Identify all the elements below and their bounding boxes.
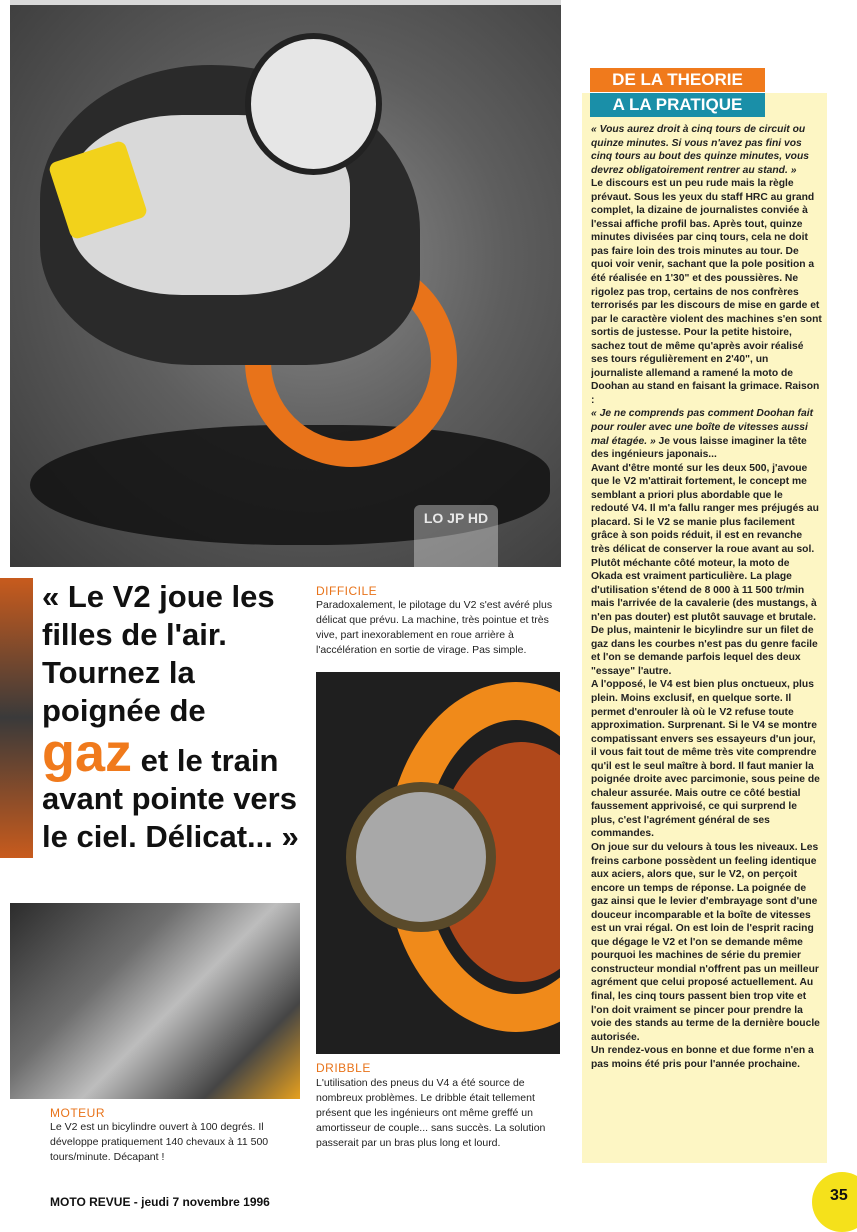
sidebar-paragraph: Un rendez-vous en bonne et due forme n'en a pas moins été pris pour l'année prochaine. — [591, 1045, 814, 1070]
page-number: 35 — [830, 1187, 848, 1204]
sidebar-paragraph: A l'opposé, le V4 est bien plus onctueux, plus plein. Moins exclusif, en quelque sorte. Il permet d'enrouler là où le V2 refuse toute approximation. Surprenant. Si le V4 se montre compatissant envers ses essayeurs d'un jour, il vous fait tout de même très vite comprendre qu'il est le seul maître à bord. Il faut manier la poignée droite avec parcimonie, sous peine de chaleur assurée. Mais outre ce côté bestial faussement apprivoisé, ce qui surprend le plus, c'est l'agrément général de ses commandes. — [591, 679, 820, 840]
pull-quote — [42, 578, 304, 856]
rider-helmet — [245, 33, 382, 175]
caption-moteur-text: Le V2 est un bicylindre ouvert à 100 degrés. Il développe pratiquement 140 chevaux à 11 500 tours/minute. Décapant ! — [50, 1121, 269, 1163]
sidebar-paragraph: On joue sur du velours à tous les niveaux. Les freins carbone possèdent un feeling identique aux aciers, alors que, sur le V2, on perçoit encore un temps de réponse. La poignée de gaz ainsi que le levier d'embrayage sont d'une douceur incomparable et la boîte de vitesses est un vrai régal. On est loin de l'esprit racing que dégage le V2 et l'on se demande même pourquoi les machines de série du premier constructeur mondial n'offrent pas un meilleur agrément que celui proposé actuellement. Au final, les cinq tours passent bien trop vite et l'on doit vraiment se pincer pour prendre la voie des stands au terme de la dernière boucle autorisée. — [591, 841, 820, 1043]
caption-difficile-text: Paradoxalement, le pilotage du V2 s'est avéré plus délicat que prévu. La machine, très pointue et très vive, part inexorablement en roue arrière à l'accélération en sortie de virage. Pas simple. — [316, 599, 553, 656]
sidebar-paragraph: Le discours est un peu rude mais la règle prévaut. Sous les yeux du staff HRC au grand complet, la dizaine de journalistes conviée à l'essai affiche profil bas. Après tout, quinze minutes divisées par cinq tours, cela ne doit pas faire loin des trois minutes au tour. De quoi voir venir, sachant que la pole position a été réalisée en 1'30" et des poussières. Ne rigolez pas trop, certains de nos confrères terrorisés par les discours de mise en garde et par le caractère violent des machines s'en sont sortis de justesse. Pour la petite histoire, sachez tout de même qu'après avoir réalisé ses tours régulièrement en 2'40", un journaliste allemand a ramené la moto de Doohan au stand en faisant la grimace. Raison : — [591, 178, 822, 406]
engine-photo — [10, 903, 300, 1099]
watermark — [414, 505, 498, 585]
pull-quote-before: « Le V2 joue les filles de l'air. Tournez la poignée de — [42, 579, 275, 728]
pull-quote-after: et le train avant pointe vers le ciel. Délicat... » — [42, 743, 299, 854]
caption-dribble-text: L'utilisation des pneus du V4 a été source de nombreux problèmes. Le dribble était tellement présent que les ingénieurs ont même greffé un amortisseur de couple... sans succès. La solution passerait par un bras plus long et lourd. — [316, 1077, 546, 1149]
sidebar-paragraph-quote — [591, 407, 822, 461]
sidebar-quote2: « Je ne comprends pas comment Doohan fait pour rouler avec une boîte de vitesses aussi mal étagée. » — [591, 408, 814, 447]
page-number-badge — [812, 1172, 857, 1232]
sidebar-intro-quote: « Vous aurez droit à cinq tours de circuit ou quinze minutes. Si vous n'avez pas fini vos cinq tours au bout des quinze minutes, vous devrez obligatoirement rentrer au stand. » — [591, 124, 809, 176]
caption-dribble-title: DRIBBLE — [316, 1061, 371, 1075]
sidebar-paragraph: Avant d'être monté sur les deux 500, j'avoue que le V2 m'attirait fortement, le concept me semblant a priori plus abordable que le redouté V4. Il m'a fallu ranger mes préjugés au placard. Si le V2 se manie plus facilement grâce à son poids réduit, il est en revanche très délicat de conserver la roue avant au sol. Plutôt méchante côté moteur, la moto de Okada est vraiment particulière. La plage d'utilisation s'étend de 8 000 à 11 500 tr/min mais l'arrivée de la cavalerie (des mustangs, à n'en pas douter) est plutôt sauvage et brutale. De plus, maintenir le bicylindre sur un filet de gaz dans les courbes n'est pas du genre facile et l'on se demande parfois lequel des deux "essaye" l'autre. — [591, 462, 819, 677]
side-photo-strip — [0, 578, 33, 858]
footer-text: MOTO REVUE - jeudi 7 novembre 1996 — [50, 1195, 270, 1209]
sidebar-title-line1: DE LA THEORIE — [590, 68, 765, 92]
caption-moteur-title: MOTEUR — [50, 1106, 105, 1120]
wheel-hub — [346, 782, 496, 932]
rear-wheel-photo — [316, 672, 560, 1054]
sidebar-title-line2: A LA PRATIQUE — [590, 93, 765, 117]
sidebar-body — [591, 123, 822, 1163]
hero-rider-photo — [10, 5, 561, 567]
watermark-text: LO JP HD — [423, 510, 489, 526]
sidebar-quote2-after: Je vous laisse imaginer la tête des ingénieurs japonais... — [591, 435, 807, 461]
caption-difficile-title: DIFFICILE — [316, 584, 378, 598]
pull-quote-highlight: gaz — [42, 723, 133, 783]
